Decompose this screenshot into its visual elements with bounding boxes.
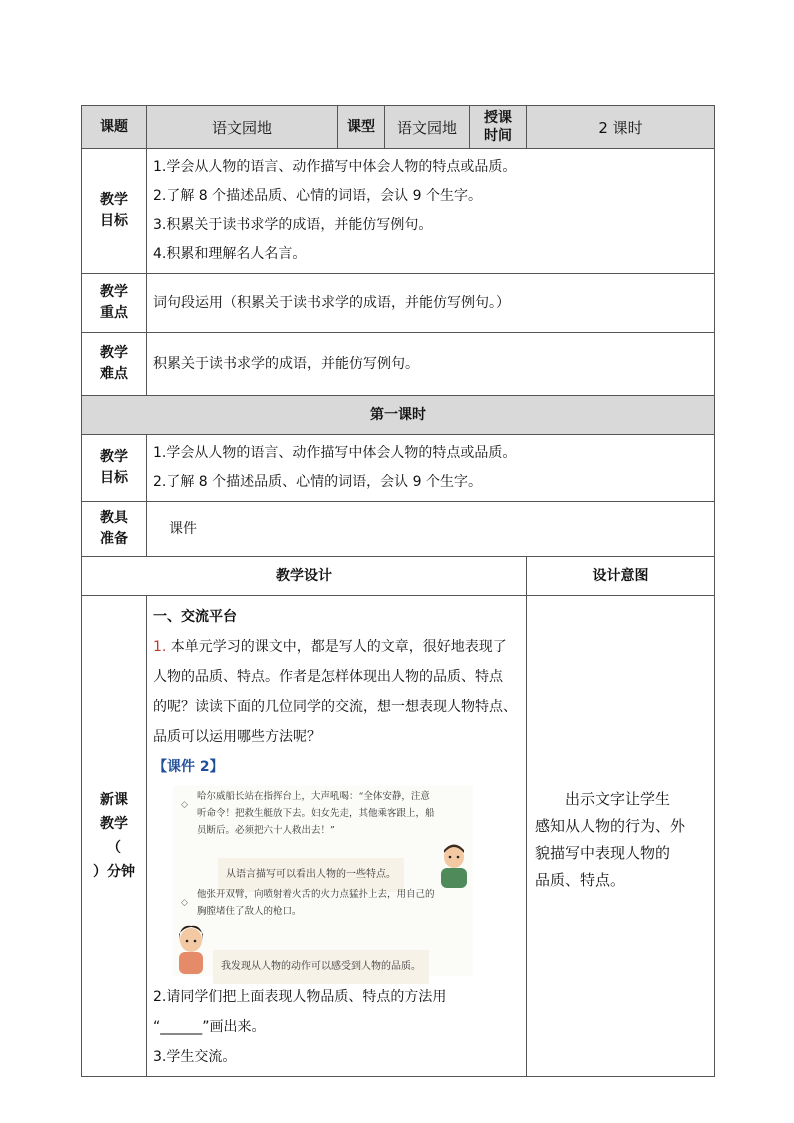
- lesson1-goals-label-line1: 教学: [100, 449, 128, 465]
- lesson1-goals-label: [82, 435, 147, 502]
- header-row: [82, 106, 715, 149]
- lesson1-prep-row: [82, 502, 715, 557]
- intent-line: 品质、特点。: [535, 871, 626, 889]
- side-label-line: 教学: [100, 816, 128, 832]
- goal-item: 3.积累关于读书求学的成语，并能仿写例句。: [153, 217, 433, 233]
- lesson-plan-table: [81, 105, 715, 1077]
- para1-line: 人物的品质、特点。作者是怎样体现出人物的品质、特点: [153, 669, 503, 685]
- lesson1-title-row: [82, 396, 715, 435]
- courseware-tag: 【课件 2】: [153, 759, 224, 775]
- quote1-line: 哈尔威船长站在指挥台上，大声吼喝：“全体安静，注意: [197, 791, 430, 802]
- topic-label: 课题: [82, 106, 147, 149]
- diamond-icon: ◇: [181, 800, 188, 810]
- new-lesson-label: [82, 596, 147, 1077]
- quote2: [197, 886, 435, 920]
- goal-item: 4.积累和理解名人名言。: [153, 246, 307, 262]
- design-header: 教学设计: [82, 557, 527, 596]
- step2-line: “______”画出来。: [153, 1019, 266, 1035]
- para1-number: 1.: [153, 639, 167, 655]
- lesson1-title: 第一课时: [82, 396, 715, 435]
- lesson1-goals-row: [82, 435, 715, 502]
- time-label-line1: 授课: [484, 110, 512, 126]
- intent-line: 貌描写中表现人物的: [535, 844, 671, 862]
- design-body-row: [82, 596, 715, 1077]
- textbook-figure: [173, 786, 473, 976]
- step3-line: 3.学生交流。: [153, 1049, 237, 1065]
- time-label: [470, 106, 527, 149]
- intent-content: [527, 596, 715, 1077]
- prep-value: 课件: [147, 502, 715, 557]
- type-label: 课型: [338, 106, 385, 149]
- difficulty-label-line2: 难点: [100, 366, 128, 382]
- lesson1-goal-item: 2.了解 8 个描述品质、心情的词语，会认 9 个生字。: [153, 474, 482, 490]
- quote1-line: 听命令！把救生艇放下去。妇女先走，其他乘客跟上，船: [197, 808, 435, 819]
- lesson1-goal-item: 1.学会从人物的语言、动作描写中体会人物的特点或品质。: [153, 445, 517, 461]
- caption2: 我发现从人物的动作可以感受到人物的品质。: [213, 950, 429, 984]
- quote2-line: 他张开双臂，向喷射着火舌的火力点猛扑上去，用自己的: [197, 889, 435, 900]
- prep-label-line1: 教具: [100, 510, 128, 526]
- difficulty-label-line1: 教学: [100, 345, 128, 361]
- step2-line: 2.请同学们把上面表现人物品质、特点的方法用: [153, 989, 447, 1005]
- difficulty-text: 积累关于读书求学的成语，并能仿写例句。: [147, 333, 715, 396]
- difficulty-label: [82, 333, 147, 396]
- goals-label: [82, 149, 147, 274]
- goals-label-line1: 教学: [100, 192, 128, 208]
- goals-row: [82, 149, 715, 274]
- prep-label: [82, 502, 147, 557]
- design-content: [147, 596, 527, 1077]
- side-label-line: 新课: [100, 792, 128, 808]
- quote2-line: 胸膛堵住了敌人的枪口。: [197, 906, 302, 917]
- para1-line: 的呢？读读下面的几位同学的交流，想一想表现人物特点、: [153, 699, 517, 715]
- lesson1-goals-label-line2: 目标: [100, 470, 128, 486]
- prep-label-line2: 准备: [100, 531, 128, 547]
- type-value: 语文园地: [385, 106, 470, 149]
- side-label-line: （: [107, 840, 121, 856]
- quote1: [197, 788, 435, 839]
- quote1-line: 员断后。必须把六十人救出去！”: [197, 825, 335, 836]
- focus-text: 词句段运用（积累关于读书求学的成语，并能仿写例句。）: [147, 274, 715, 333]
- goals-content: [147, 149, 715, 274]
- girl-illustration-icon: [173, 924, 209, 974]
- goal-item: 1.学会从人物的语言、动作描写中体会人物的特点或品质。: [153, 159, 517, 175]
- boy-illustration-icon: [435, 841, 473, 889]
- intent-text: [527, 596, 714, 894]
- intent-line: 感知从人物的行为、外: [535, 817, 686, 835]
- focus-label-line1: 教学: [100, 284, 128, 300]
- para1-line: [153, 632, 520, 662]
- topic-value: 语文园地: [147, 106, 338, 149]
- difficulty-row: [82, 333, 715, 396]
- side-label-line: ）分钟: [93, 864, 135, 880]
- diamond-icon: ◇: [181, 898, 188, 908]
- lesson1-goals-content: [147, 435, 715, 502]
- caption1: 从语言描写可以看出人物的一些特点。: [218, 858, 404, 892]
- goals-label-line2: 目标: [100, 213, 128, 229]
- para1-line: 品质可以运用哪些方法呢？: [153, 729, 321, 745]
- focus-label: [82, 274, 147, 333]
- goal-item: 2.了解 8 个描述品质、心情的词语，会认 9 个生字。: [153, 188, 482, 204]
- time-value: 2 课时: [527, 106, 715, 149]
- intent-header: 设计意图: [527, 557, 715, 596]
- focus-row: [82, 274, 715, 333]
- time-label-line2: 时间: [484, 128, 512, 144]
- para1-line-text: 本单元学习的课文中，都是写人的文章，很好地表现了: [166, 639, 507, 655]
- section-title: 一、交流平台: [153, 609, 237, 625]
- intent-line: 出示文字让学生: [565, 790, 671, 808]
- design-header-row: [82, 557, 715, 596]
- focus-label-line2: 重点: [100, 305, 128, 321]
